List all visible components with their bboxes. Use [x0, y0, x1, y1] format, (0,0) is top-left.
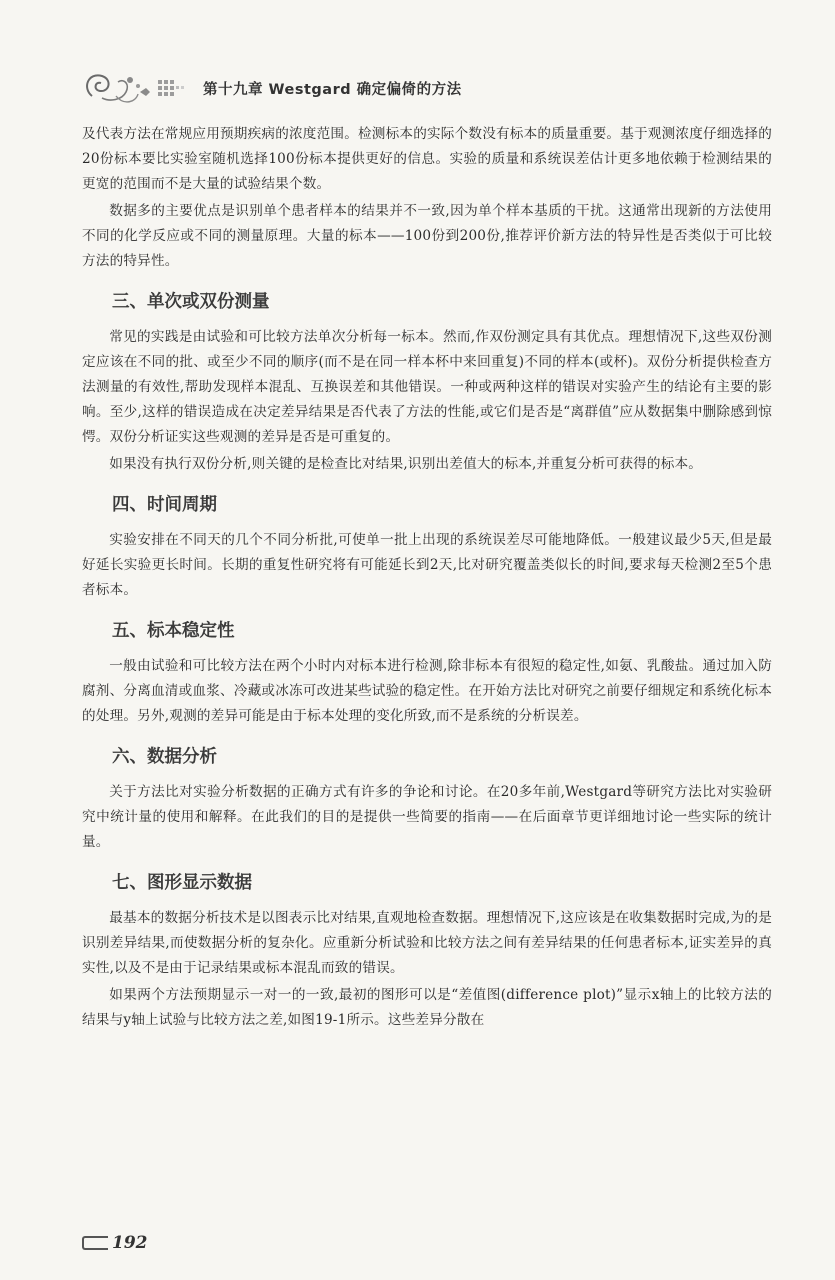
paragraph: 如果没有执行双份分析,则关键的是检查比对结果,识别出差值大的标本,并重复分析可获得的标本。: [109, 456, 703, 472]
section-heading-graph-data: 七、图形显示数据: [112, 873, 252, 893]
paragraph: 关于方法比对实验分析数据的正确方式有许多的争论和讨论。在20多年前,Westgard等研究方法比对实验研究中统计量的使用和解释。在此我们的目的是提供一些简要的指南——在后面章节更详细地讨论一些实际的统计量。: [82, 784, 772, 850]
paragraph: 最基本的数据分析技术是以图表示比对结果,直观地检查数据。理想情况下,这应该是在收集数据时完成,为的是识别差异结果,而使数据分析的复杂化。应重新分析试验和比较方法之间有差异结果的任何患者标本,证实差异的真实性,以及不是由于记录结果或标本混乱而致的错误。: [82, 910, 772, 976]
decorative-swirl-icon: [80, 66, 195, 110]
section-heading-specimen-stability: 五、标本稳定性: [112, 621, 235, 641]
page-body: [82, 122, 772, 1035]
paragraph: 及代表方法在常规应用预期疾病的浓度范围。检测标本的实际个数没有标本的质量重要。基于观测浓度仔细选择的20份标本要比实验室随机选择100份标本提供更好的信息。实验的质量和系统误差估计更多地依赖于检测结果的更宽的范围而不是大量的试验结果个数。: [82, 126, 772, 192]
paragraph: 一般由试验和可比较方法在两个小时内对标本进行检测,除非标本有很短的稳定性,如氨、乳酸盐。通过加入防腐剂、分离血清或血浆、冷藏或冰冻可改进某些试验的稳定性。在开始方法比对研究之前要仔细规定和系统化标本的处理。另外,观测的差异可能是由于标本处理的变化所致,而不是系统的分析误差。: [82, 658, 772, 724]
paragraph: 数据多的主要优点是识别单个患者样本的结果并不一致,因为单个样本基质的干扰。这通常出现新的方法使用不同的化学反应或不同的测量原理。大量的标本——100份到200份,推荐评价新方法的特异性是否类似于可比较方法的特异性。: [82, 203, 772, 269]
page-bracket-icon: [82, 1236, 108, 1250]
page-footer: [82, 1230, 148, 1256]
section-heading-time-period: 四、时间周期: [112, 495, 217, 515]
chapter-title: 第十九章 Westgard 确定偏倚的方法: [203, 81, 462, 98]
paragraph: 常见的实践是由试验和可比较方法单次分析每一标本。然而,作双份测定具有其优点。理想情况下,这些双份测定应该在不同的批、或至少不同的顺序(而不是在同一样本杯中来回重复)不同的样本(或杯)。双份分析提供检查方法测量的有效性,帮助发现样本混乱、互换误差和其他错误。一种或两种这样的错误对实验产生的结论有主要的影响。至少,这样的错误造成在决定差异结果是否代表了方法的性能,或它们是否是“离群值”应从数据集中删除感到惊愕。双份分析证实这些观测的差异是否是可重复的。: [82, 329, 772, 445]
paragraph: 如果两个方法预期显示一对一的一致,最初的图形可以是“差值图(difference plot)”显示x轴上的比较方法的结果与y轴上试验与比较方法之差,如图19-1所示。这些差异分散在: [82, 987, 772, 1028]
section-heading-data-analysis: 六、数据分析: [112, 747, 217, 767]
running-header: [80, 62, 760, 114]
page-number: 192: [112, 1233, 148, 1253]
paragraph: 实验安排在不同天的几个不同分析批,可使单一批上出现的系统误差尽可能地降低。一般建议最少5天,但是最好延长实验更长时间。长期的重复性研究将有可能延长到2天,比对研究覆盖类似长的时间,要求每天检测2至5个患者标本。: [82, 532, 772, 598]
section-heading-duplicate-measurement: 三、单次或双份测量: [112, 292, 270, 312]
